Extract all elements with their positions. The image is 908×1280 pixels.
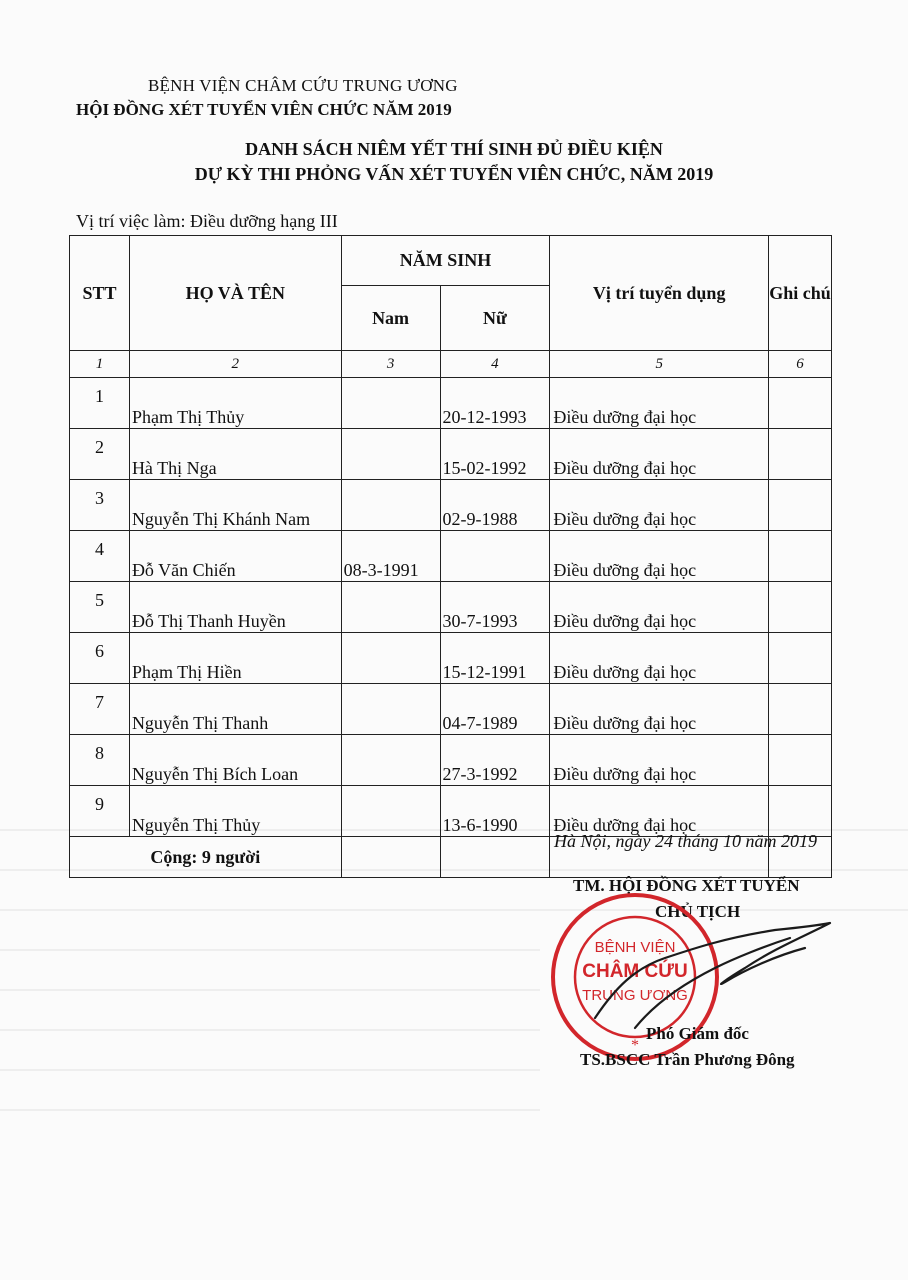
total-empty bbox=[440, 837, 550, 878]
row-birth-female: 13-6-1990 bbox=[440, 786, 550, 837]
signer-role: Phó Giám đốc bbox=[646, 1024, 749, 1043]
row-note bbox=[769, 480, 832, 531]
row-birth-female: 02-9-1988 bbox=[440, 480, 550, 531]
council-name: HỘI ĐỒNG XÉT TUYỂN VIÊN CHỨC NĂM 2019 bbox=[76, 100, 452, 119]
total-empty bbox=[341, 837, 440, 878]
table-row bbox=[70, 378, 832, 429]
row-birth-male bbox=[341, 786, 440, 837]
stamp-line2: CHÂM CỨU bbox=[582, 961, 688, 982]
table-row bbox=[70, 735, 832, 786]
row-stt: 7 bbox=[70, 684, 130, 735]
row-note bbox=[769, 735, 832, 786]
row-birth-female: 20-12-1993 bbox=[440, 378, 550, 429]
table-row bbox=[70, 531, 832, 582]
row-position: Điều dưỡng đại học bbox=[550, 633, 769, 684]
row-birth-male: 08-3-1991 bbox=[341, 531, 440, 582]
col-index: 2 bbox=[129, 351, 341, 378]
header-position: Vị trí tuyển dụng bbox=[550, 236, 769, 351]
row-birth-female: 04-7-1989 bbox=[440, 684, 550, 735]
row-position: Điều dưỡng đại học bbox=[550, 786, 769, 837]
signer-council: TM. HỘI ĐỒNG XÉT TUYỂN bbox=[573, 876, 800, 895]
candidate-rows bbox=[70, 378, 832, 837]
row-birth-male bbox=[341, 633, 440, 684]
handwritten-signature bbox=[575, 908, 835, 1038]
row-note bbox=[769, 786, 832, 837]
table-row bbox=[70, 429, 832, 480]
row-note bbox=[769, 582, 832, 633]
row-stt: 9 bbox=[70, 786, 130, 837]
row-birth-male bbox=[341, 480, 440, 531]
candidate-table bbox=[69, 235, 832, 878]
row-name: Hà Thị Nga bbox=[129, 429, 341, 480]
column-index-row bbox=[70, 351, 832, 378]
row-position: Điều dưỡng đại học bbox=[550, 480, 769, 531]
total-label: Cộng: 9 người bbox=[70, 837, 342, 878]
header-male: Nam bbox=[341, 286, 440, 351]
stamp-line1: BỆNH VIỆN bbox=[594, 939, 676, 956]
row-birth-male bbox=[341, 684, 440, 735]
row-name: Nguyễn Thị Thanh bbox=[129, 684, 341, 735]
row-birth-female: 15-12-1991 bbox=[440, 633, 550, 684]
row-name: Nguyễn Thị Bích Loan bbox=[129, 735, 341, 786]
row-birth-female: 15-02-1992 bbox=[440, 429, 550, 480]
row-position: Điều dưỡng đại học bbox=[550, 378, 769, 429]
row-stt: 4 bbox=[70, 531, 130, 582]
row-position: Điều dưỡng đại học bbox=[550, 582, 769, 633]
row-note bbox=[769, 633, 832, 684]
header-birth-year: NĂM SINH bbox=[341, 236, 550, 286]
row-birth-male bbox=[341, 735, 440, 786]
document-title-line2: DỰ KỲ THI PHỎNG VẤN XÉT TUYỂN VIÊN CHỨC, NĂM 2019 bbox=[194, 164, 714, 184]
col-index: 6 bbox=[769, 351, 832, 378]
col-index: 3 bbox=[341, 351, 440, 378]
row-position: Điều dưỡng đại học bbox=[550, 684, 769, 735]
row-name: Đỗ Văn Chiến bbox=[129, 531, 341, 582]
row-name: Đỗ Thị Thanh Huyền bbox=[129, 582, 341, 633]
row-birth-female bbox=[440, 531, 550, 582]
svg-text:*: * bbox=[631, 1037, 639, 1054]
row-birth-female: 27-3-1992 bbox=[440, 735, 550, 786]
row-note bbox=[769, 429, 832, 480]
row-stt: 6 bbox=[70, 633, 130, 684]
document-title-line1: DANH SÁCH NIÊM YẾT THÍ SINH ĐỦ ĐIỀU KIỆN bbox=[245, 139, 663, 159]
row-note bbox=[769, 531, 832, 582]
row-stt: 1 bbox=[70, 378, 130, 429]
place-date: Hà Nội, ngày 24 tháng 10 năm 2019 bbox=[554, 831, 817, 851]
row-position: Điều dưỡng đại học bbox=[550, 429, 769, 480]
org-name: BỆNH VIỆN CHÂM CỨU TRUNG ƯƠNG bbox=[148, 76, 458, 95]
row-stt: 3 bbox=[70, 480, 130, 531]
header-stt: STT bbox=[70, 236, 130, 351]
row-position: Điều dưỡng đại học bbox=[550, 735, 769, 786]
table-row bbox=[70, 633, 832, 684]
row-name: Phạm Thị Hiền bbox=[129, 633, 341, 684]
stamp-line3: TRUNG ƯƠNG bbox=[582, 987, 688, 1004]
header-name: HỌ VÀ TÊN bbox=[129, 236, 341, 351]
row-name: Nguyễn Thị Khánh Nam bbox=[129, 480, 341, 531]
signer-name: TS.BSCC Trần Phương Đông bbox=[580, 1050, 795, 1069]
row-note bbox=[769, 684, 832, 735]
row-birth-male bbox=[341, 429, 440, 480]
row-birth-male bbox=[341, 378, 440, 429]
col-index: 1 bbox=[70, 351, 130, 378]
table-row bbox=[70, 684, 832, 735]
row-birth-female: 30-7-1993 bbox=[440, 582, 550, 633]
row-birth-male bbox=[341, 582, 440, 633]
col-index: 5 bbox=[550, 351, 769, 378]
row-note bbox=[769, 378, 832, 429]
row-position: Điều dưỡng đại học bbox=[550, 531, 769, 582]
col-index: 4 bbox=[440, 351, 550, 378]
signer-chair: CHỦ TỊCH bbox=[655, 902, 741, 921]
header-note: Ghi chú bbox=[769, 236, 832, 351]
row-stt: 5 bbox=[70, 582, 130, 633]
row-name: Nguyễn Thị Thủy bbox=[129, 786, 341, 837]
row-stt: 2 bbox=[70, 429, 130, 480]
header-female: Nữ bbox=[440, 286, 550, 351]
row-name: Phạm Thị Thủy bbox=[129, 378, 341, 429]
table-row bbox=[70, 582, 832, 633]
table-row bbox=[70, 480, 832, 531]
job-position: Vị trí việc làm: Điều dưỡng hạng III bbox=[76, 211, 338, 231]
row-stt: 8 bbox=[70, 735, 130, 786]
table-row bbox=[70, 786, 832, 837]
